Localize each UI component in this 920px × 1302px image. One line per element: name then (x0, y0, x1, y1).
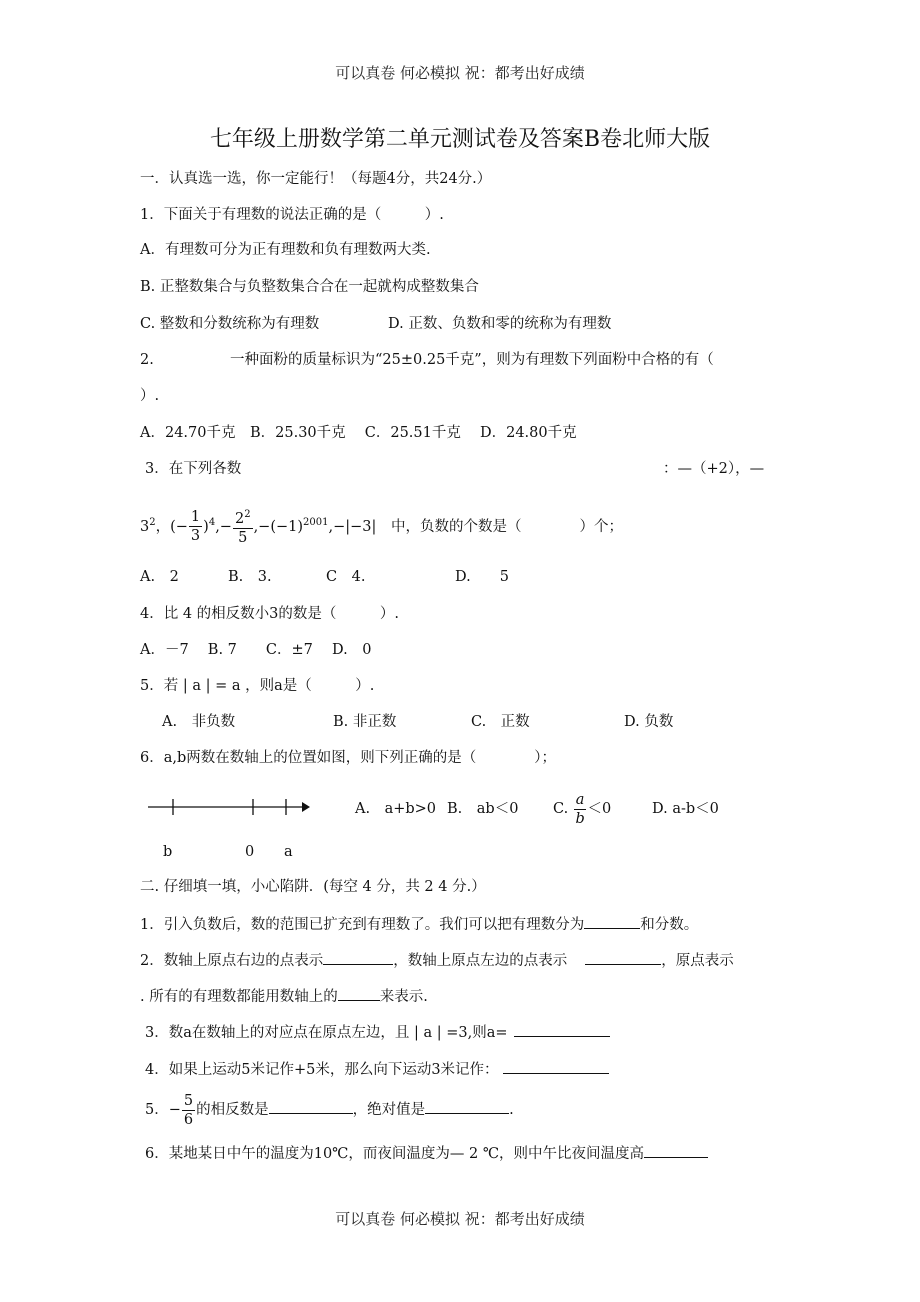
q3-exp-2001: 2001 (303, 517, 329, 528)
fill-q6-blank (644, 1143, 708, 1158)
page-footer: 可以真卷 何必模拟 祝：都考出好成绩 (335, 1210, 585, 1228)
q1-option-b: B. 正整数集合与负整数集合合在一起就构成整数集合 (140, 279, 479, 295)
page-title: 七年级上册数学第二单元测试卷及答案B卷北师大版 (209, 127, 711, 152)
fill-q1-blank (584, 914, 640, 929)
fill-q5-blank-1 (269, 1099, 353, 1114)
fill-q2-blank-3 (338, 986, 380, 1001)
fill-q4-blank (503, 1059, 609, 1074)
fill-q2: 2．数轴上原点右边的点表示 ，数轴上原点左边的点表示 ，原点表示 (140, 950, 734, 971)
fill-q5: 5．− $\frac{5}{6}$ 的相反数是 ，绝对值是 . (145, 1092, 514, 1128)
q3-term-3: ,−(−1) (253, 518, 304, 535)
q5-option-b: B. 非正数 (333, 714, 397, 730)
q3-option-a: A. 2 (140, 569, 179, 585)
q5-option-c: C. 正数 (471, 714, 530, 730)
q3-option-b: B. 3. (228, 569, 272, 585)
q5-option-a: A. 非负数 (162, 714, 236, 730)
fill-q4: 4．如果上运动5米记作+5米，那么向下运动3米记作： (145, 1059, 609, 1080)
q3-fraction-2: $\frac{2^2}{5}$ (233, 506, 253, 547)
q3-stem-right: ：—（+2），— (663, 461, 765, 477)
q2-options: A．24.70千克 B．25.30千克 C．25.51千克 D．24.80千克 (140, 425, 577, 441)
q6-option-a: A. a+b>0 (355, 801, 437, 817)
fill-q6: 6．某地某日中午的温度为10℃，而夜间温度为— 2 ℃，则中午比夜间温度高 (145, 1143, 708, 1164)
q4-options: A．－7 B. 7 C．±7 D. 0 (140, 642, 372, 658)
q6-option-b: B. ab＜0 (447, 801, 519, 817)
q2-stem: 一种面粉的质量标识为“25±0.25千克”，则为有理数下列面粉中合格的有（ (230, 352, 714, 368)
q5-stem: 5．若 | a | = a ，则a是（ ）. (140, 678, 375, 694)
q3-lead-exp: 2 (149, 517, 156, 528)
q5-option-d: D. 负数 (624, 714, 674, 730)
q1-option-a: A．有理数可分为正有理数和负有理数两大类. (140, 242, 431, 258)
q3-lead: 3 (140, 518, 150, 535)
fill-q5-fraction: $\frac{5}{6}$ (183, 1092, 194, 1128)
section2-heading: 二. 仔细填一填，小心陷阱．(每空 4 分，共 2 4 分.） (140, 879, 486, 895)
q3-expression: $3^2$，(− $\frac{1}{3}$ )$^4$,− $\frac{2^2}{5}$ $,-(-1)^{2001},-|-3|$ 中，负数的个数是（ ）个； (140, 496, 623, 554)
fill-q2-blank-2 (585, 950, 661, 965)
q1-stem: 1．下面关于有理数的说法正确的是（ ）. (140, 207, 444, 223)
fill-q3: 3．数a在数轴上的对应点在原点左边，且 | a | =3,则a= (145, 1022, 610, 1043)
q6-fraction-a-over-b: $\frac{a}{b}$ (575, 791, 585, 827)
q6-option-d: D. a-b＜0 (652, 801, 719, 817)
q3-tail: 中，负数的个数是（ ）个； (391, 518, 623, 535)
q3-comma: ， (155, 518, 171, 535)
fill-q5-blank-2 (425, 1099, 509, 1114)
number-line-figure (140, 794, 320, 820)
fill-q1: 1．引入负数后，数的范围已扩充到有理数了。我们可以把有理数分为 和分数。 (140, 914, 698, 935)
section1-heading: 一．认真选一选，你一定能行！（每题4分，共24分.） (140, 171, 492, 187)
q4-stem: 4．比 4 的相反数小3的数是（ ）. (140, 606, 400, 622)
fill-q2-blank-1 (323, 950, 393, 965)
q3-paren: (− (170, 518, 188, 535)
page-header: 可以真卷 何必模拟 祝：都考出好成绩 (335, 64, 585, 82)
q3-term-4: ,−|−3| (328, 518, 377, 535)
q1-option-d: D. 正数、负数和零的统称为有理数 (388, 316, 612, 332)
label-zero: 0 (245, 844, 255, 860)
q3-option-d: D. 5 (455, 569, 509, 585)
label-a: a (284, 844, 293, 860)
fill-q2-line2: . 所有的有理数都能用数轴上的 来表示. (140, 986, 428, 1007)
q3-stem: 3．在下列各数 (145, 461, 242, 477)
q3-fraction-1: $\frac{1}{3}$ (190, 509, 201, 545)
label-b: b (163, 844, 173, 860)
q2-stem-end: ）. (140, 388, 160, 404)
q1-option-c: C. 整数和分数统称为有理数 (140, 316, 320, 332)
q3-exp-4: 4 (208, 517, 216, 528)
fill-q3-blank (514, 1022, 610, 1037)
q3-option-c: C 4. (326, 569, 366, 585)
q6-stem: 6．a,b两数在数轴上的位置如图，则下列正确的是（ ）； (140, 750, 557, 766)
q2-number: 2. (140, 352, 154, 368)
number-line-arrow (302, 802, 310, 812)
q6-option-c: C. $\frac{a}{b}$ ＜0 (553, 791, 612, 827)
